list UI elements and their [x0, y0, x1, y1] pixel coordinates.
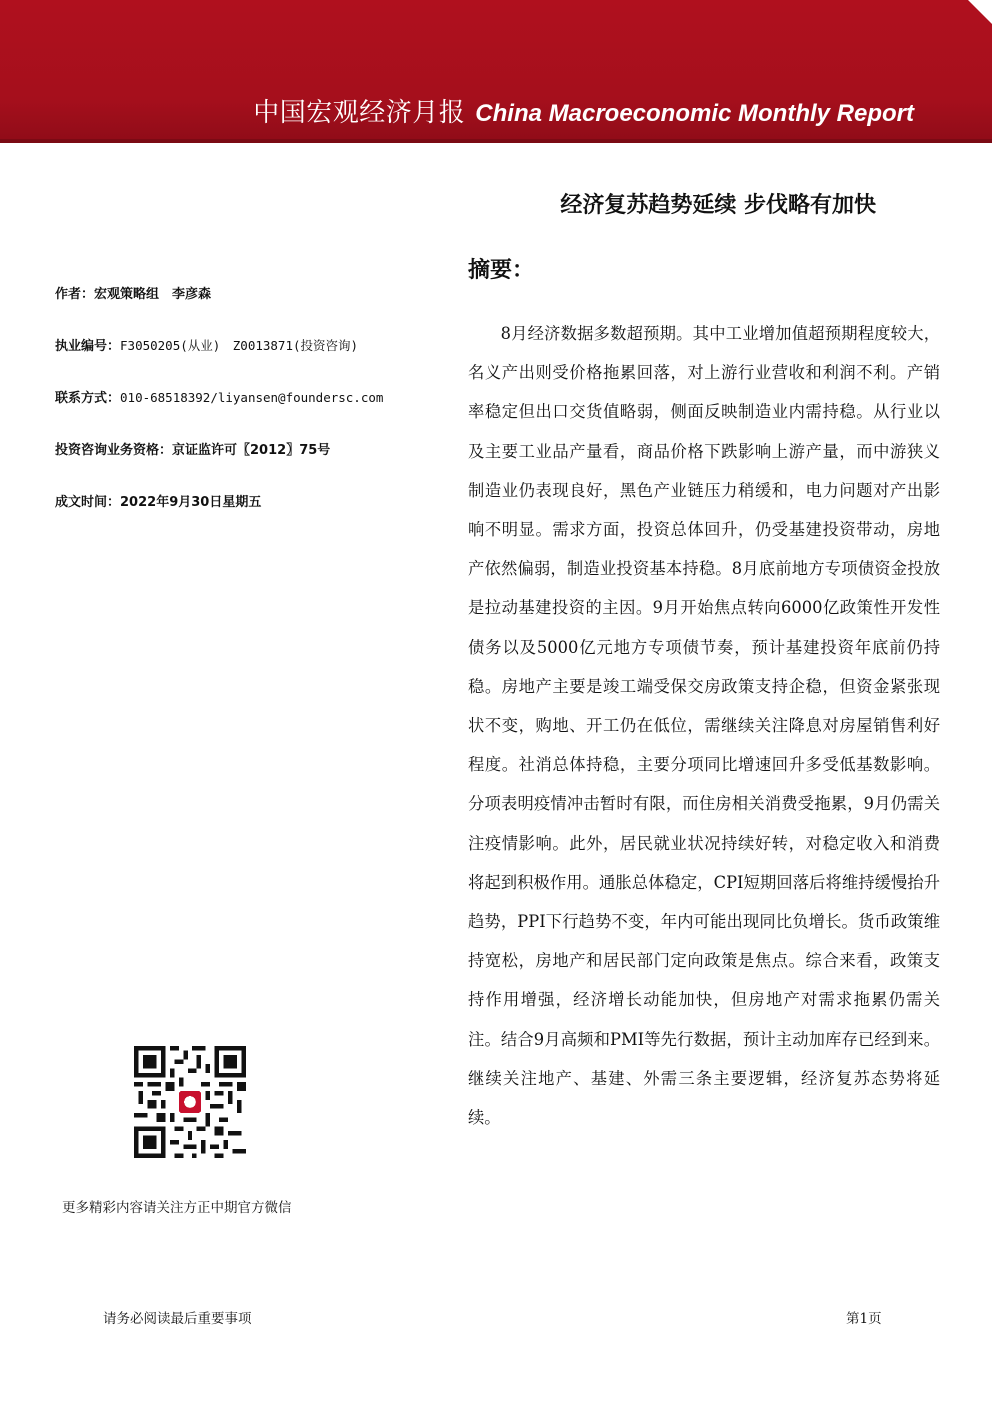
- abstract-heading: 摘要：: [468, 258, 535, 283]
- banner-title: [253, 92, 914, 129]
- date-label: 成文时间：: [55, 495, 121, 510]
- page-corner-fold: [968, 0, 992, 24]
- date-value: 2022年9月30日星期五: [120, 495, 262, 510]
- author-row: [55, 283, 455, 335]
- date-row: [55, 491, 455, 543]
- banner-title-en: China Macroeconomic Monthly Report: [475, 100, 914, 127]
- report-title: 经济复苏趋势延续 步伐略有加快: [560, 193, 876, 218]
- license-value: F3050205(从业) Z0013871(投资咨询): [120, 338, 359, 353]
- license-label: 执业编号：: [55, 339, 121, 354]
- banner-divider: [0, 139, 992, 143]
- page-number: 第1页: [846, 1311, 882, 1327]
- license-row: [55, 335, 455, 387]
- qr-code-icon: [134, 1046, 246, 1158]
- contact-label: 联系方式：: [55, 391, 121, 406]
- qualification-row: [55, 439, 455, 491]
- footer-notice: 请务必阅读最后重要事项: [103, 1311, 252, 1327]
- contact-row: [55, 387, 455, 439]
- qr-caption: 更多精彩内容请关注方正中期官方微信: [62, 1200, 292, 1216]
- author-label: 作者：: [55, 287, 95, 302]
- qualification-value: 京证监许可〖2012〗75号: [172, 443, 331, 458]
- author-value: 宏观策略组 李彦森: [94, 287, 212, 302]
- header-banner: [0, 0, 992, 143]
- qualification-label: 投资咨询业务资格：: [55, 443, 173, 458]
- abstract-body: 8月经济数据多数超预期。其中工业增加值超预期程度较大，名义产出则受价格拖累回落，对上游行业营收和利润不利。产销率稳定但出口交货值略弱，侧面反映制造业内需持稳。从行业以及主要工业品产量看，商品价格下跌影响上游产量，而中游狭义制造业仍表现良好，黑色产业链压力稍缓和，电力问题对产出影响不明显。需求方面，投资总体回升，仍受基建投资带动，房地产依然偏弱，制造业投资基本持稳。8月底前地方专项债资金投放是拉动基建投资的主因。9月开始焦点转向6000亿政策性开发性债务以及5000亿元地方专项债节奏，预计基建投资年底前仍持稳。房地产主要是竣工端受保交房政策支持企稳，但资金紧张现状不变，购地、开工仍在低位，需继续关注降息对房屋销售利好程度。社消总体持稳，主要分项同比增速回升多受低基数影响。分项表明疫情冲击暂时有限，而住房相关消费受拖累，9月仍需关注疫情影响。此外，居民就业状况持续好转，对稳定收入和消费将起到积极作用。通胀总体稳定，CPI短期回落后将维持缓慢抬升趋势，PPI下行趋势不变，年内可能出现同比负增长。货币政策维持宽松，房地产和居民部门定向政策是焦点。综合来看，政策支持作用增强，经济增长动能加快，但房地产对需求拖累仍需关注。结合9月高频和PMI等先行数据，预计主动加库存已经到来。继续关注地产、基建、外需三条主要逻辑，经济复苏态势将延续。: [468, 324, 940, 1128]
- banner-title-cn: 中国宏观经济月报: [253, 98, 466, 128]
- author-info: [55, 283, 455, 543]
- contact-value: 010-68518392/liyansen@foundersc.com: [120, 390, 384, 405]
